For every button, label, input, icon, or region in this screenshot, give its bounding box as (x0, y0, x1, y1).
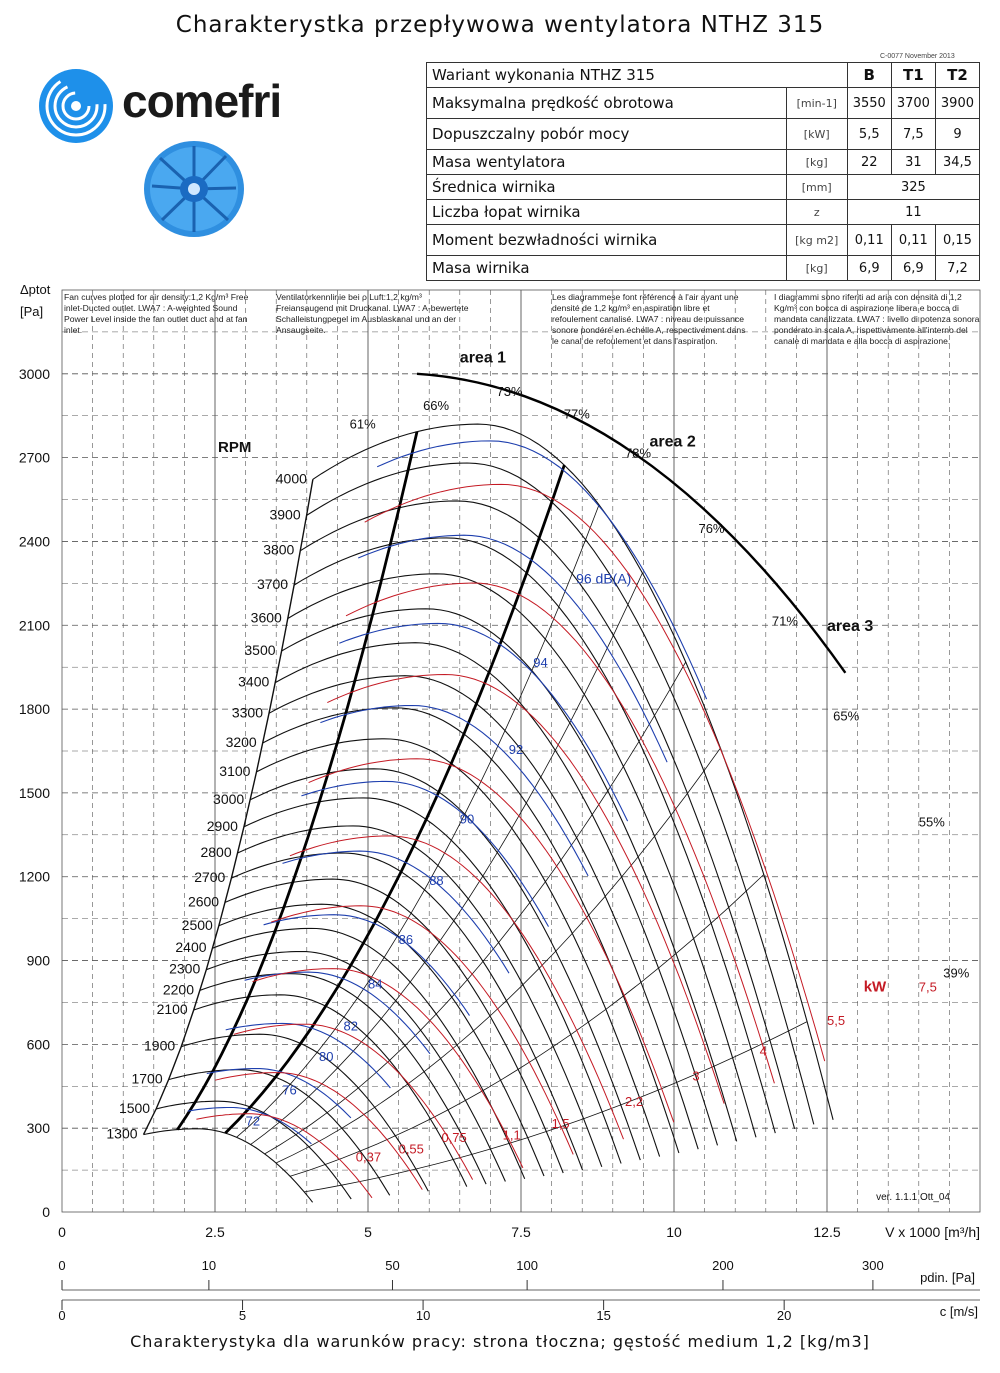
rpm-curve-3000 (250, 769, 640, 1160)
x-tick-label: 5 (364, 1224, 372, 1240)
sound-curve-6 (301, 781, 548, 926)
rpm-label-2100: 2100 (156, 1001, 188, 1018)
rpm-label-2300: 2300 (169, 960, 201, 977)
spec-col-b: B (847, 63, 891, 88)
power-label: 7,5 (918, 979, 937, 995)
efficiency-line-4 (290, 875, 764, 1177)
x-tick-label: 12.5 (813, 1224, 841, 1240)
efficiency-label: 65% (833, 708, 860, 724)
left-boundary-line (144, 479, 313, 1134)
spec-cell: 0,15 (935, 225, 979, 256)
spec-row-unit: [kg m2] (786, 225, 847, 256)
rpm-curve-3400 (275, 643, 717, 1146)
rpm-label-4000: 4000 (275, 470, 307, 487)
dyn-pressure-tick-label: 50 (385, 1258, 400, 1273)
y-tick-label: 1500 (18, 784, 50, 801)
rpm-curve-3600 (288, 574, 756, 1138)
sound-label: 84 (368, 976, 383, 992)
y-axis-label: Δptot (20, 282, 51, 297)
efficiency-label: 73% (496, 384, 523, 400)
power-curve-4 (271, 906, 573, 1155)
dyn-pressure-tick-label: 300 (862, 1258, 884, 1273)
sound-curve-10 (377, 441, 706, 699)
area-label-3: area 3 (827, 617, 874, 635)
sound-label: 90 (459, 811, 475, 827)
x-axis-label: V x 1000 [m³/h] (885, 1224, 980, 1240)
note-italian: I diagrammi sono riferiti ad aria con densità di 1,2 Kg/m³ con bocca di aspirazione libera e bocca di mandata canalizzata. LWA7 : livello di potenza sonora ponderato in scala A, rispettivamente all'interno del canale di mandata e alla bocca di aspirazione. (774, 292, 980, 346)
sound-curve-9 (358, 535, 667, 762)
spec-header-label: Wariant wykonania NTHZ 315 (427, 63, 848, 88)
power-label: 2,2 (625, 1093, 644, 1109)
rpm-curve-2400 (213, 928, 525, 1178)
spec-cell: 6,9 (847, 256, 891, 281)
power-curve-8 (343, 583, 774, 1083)
power-label: 0,75 (441, 1130, 467, 1146)
spec-row-fan-mass (427, 150, 980, 175)
velocity-tick-label: 0 (58, 1308, 66, 1323)
footer-note: Charakterystyka dla warunków pracy: strona tłoczna; gęstość medium 1,2 [kg/m3] (130, 1332, 870, 1351)
rpm-label-2200: 2200 (162, 981, 195, 998)
rpm-curve-2100 (194, 995, 467, 1187)
spec-row-max-speed (427, 88, 980, 119)
document-reference: C-0077 November 2013 (880, 53, 955, 60)
rpm-curve-2900 (244, 798, 621, 1164)
rpm-label-2400: 2400 (175, 939, 207, 956)
spec-cell: 0,11 (891, 225, 935, 256)
rpm-curve-2600 (225, 879, 563, 1173)
rpm-title: RPM (218, 439, 252, 456)
spec-col-t1: T1 (891, 63, 935, 88)
rpm-label-3400: 3400 (238, 673, 270, 690)
spec-row-unit: [mm] (786, 175, 847, 200)
y-tick-label: 2700 (18, 449, 50, 466)
rpm-label-2700: 2700 (194, 869, 226, 886)
efficiency-label: 78% (625, 445, 652, 461)
spec-row-label: Moment bezwładności wirnika (427, 225, 787, 256)
power-curve-9 (365, 484, 825, 1061)
outer-limit-arc (417, 374, 845, 673)
y-tick-label: 0 (42, 1204, 50, 1220)
efficiency-line-0 (237, 505, 600, 1138)
velocity-tick-label: 10 (415, 1308, 431, 1323)
rpm-label-3000: 3000 (213, 790, 245, 807)
y-tick-label: 600 (26, 1036, 50, 1053)
efficiency-label: 71% (771, 613, 798, 629)
y-tick-label: 900 (26, 952, 50, 969)
sound-curve-0 (188, 1108, 312, 1144)
sound-label: 96 dB(A) (576, 570, 632, 587)
velocity-tick-label: 5 (238, 1308, 247, 1323)
x-tick-label: 2.5 (205, 1224, 225, 1240)
spec-row-label: Masa wirnika (427, 256, 787, 281)
rpm-label-2600: 2600 (187, 893, 220, 910)
comefri-logo-icon (38, 66, 118, 146)
x-tick-label: 10 (666, 1224, 682, 1240)
sound-curve-5 (283, 851, 510, 973)
spec-row-label: Liczba łopat wirnika (427, 200, 787, 225)
power-label: 1,1 (502, 1127, 521, 1143)
spec-row-unit: [min-1] (786, 88, 847, 119)
x-tick-label: 7.5 (511, 1224, 531, 1240)
spec-row-blades (427, 200, 980, 225)
x-tick-label: 0 (58, 1224, 66, 1240)
spec-cell: 7,2 (935, 256, 979, 281)
velocity-tick-label: 15 (596, 1308, 611, 1323)
spec-header-row (427, 63, 980, 88)
sound-label: 82 (343, 1018, 358, 1034)
note-german: Ventilatorkennlinie bei ρ Luft:1,2 kg/m³ Freiansaugend mit Druckanal. LWA7 : A-bewertete Schalleistungpegel im Ausblaskanal und an der Ansaugseite. (276, 292, 469, 335)
rpm-curve-3100 (257, 739, 660, 1157)
y-tick-label: 300 (26, 1120, 50, 1137)
dyn-pressure-tick-label: 100 (516, 1258, 538, 1273)
power-curve-6 (309, 759, 674, 1123)
power-label: 0,37 (355, 1149, 382, 1165)
fan-spec-table (426, 62, 980, 281)
spec-cell: 6,9 (891, 256, 935, 281)
efficiency-label: 39% (943, 965, 970, 981)
spec-row-label: Dopuszczalny pobór mocy (427, 119, 787, 150)
spec-row-label: Średnica wirnika (427, 175, 787, 200)
y-tick-label: 3000 (18, 365, 50, 382)
efficiency-label: 66% (423, 398, 450, 414)
rpm-curve-3300 (269, 676, 698, 1149)
dyn-pressure-label: pdin. [Pa] (920, 1270, 975, 1285)
sound-label: 80 (319, 1049, 334, 1065)
spec-cell: 31 (891, 150, 935, 175)
rpm-label-1900: 1900 (144, 1037, 176, 1054)
rpm-curve-4000 (313, 424, 833, 1120)
spec-cell: 3550 (847, 88, 891, 119)
plot-frame (62, 290, 980, 1212)
power-curve-5 (290, 836, 624, 1139)
rpm-curve-2500 (219, 904, 544, 1176)
spec-cell: 22 (847, 150, 891, 175)
rpm-label-2900: 2900 (206, 817, 238, 834)
sound-label: 92 (508, 741, 524, 757)
spec-col-t2: T2 (935, 63, 979, 88)
power-label: 4 (759, 1043, 767, 1059)
rpm-curve-1700 (169, 1070, 390, 1196)
power-unit-label: kW (863, 978, 887, 996)
note-french: Les diagrammese font référence à l'air ayant une densité de 1,2 kg/m³ en aspiration libre et refoulement canalisé. LWA7 : niveau de puissance sonore pondéré en échelle A, respectivement dans le canal de refoulement et dans l'aspiration. (552, 292, 746, 346)
y-tick-label: 1800 (18, 701, 50, 718)
dyn-pressure-tick-label: 0 (58, 1258, 66, 1273)
area-boundary-line-1 (177, 432, 417, 1130)
spec-row-power (427, 119, 980, 150)
spec-row-label: Masa wentylatora (427, 150, 787, 175)
sound-label: 86 (398, 931, 414, 947)
efficiency-label: 76% (698, 521, 725, 537)
rpm-curve-2700 (231, 853, 582, 1170)
efficiency-line-3 (276, 748, 720, 1163)
power-label: 5,5 (827, 1012, 846, 1028)
rpm-label-3500: 3500 (244, 641, 276, 658)
power-curve-1 (215, 1073, 422, 1190)
spec-cell-merged: 11 (847, 200, 979, 225)
velocity-tick-label: 20 (776, 1308, 792, 1323)
spec-row-inertia (427, 225, 980, 256)
sound-label: 72 (245, 1113, 261, 1129)
sound-curve-8 (339, 623, 627, 821)
spec-cell: 34,5 (935, 150, 979, 175)
rpm-curve-3200 (263, 708, 679, 1153)
area-label-1: area 1 (459, 349, 507, 367)
sound-curve-3 (245, 972, 430, 1054)
rpm-curve-3500 (282, 609, 737, 1142)
y-tick-label: 2100 (18, 617, 50, 634)
rpm-curve-3700 (294, 538, 775, 1133)
spec-cell: 9 (935, 119, 979, 150)
spec-row-unit: [kW] (786, 119, 847, 150)
sound-label: 76 (282, 1082, 297, 1098)
spec-row-label: Maksymalna prędkość obrotowa (427, 88, 787, 119)
dyn-pressure-tick-label: 10 (201, 1258, 217, 1273)
spec-cell-merged: 325 (847, 175, 979, 200)
rpm-curve-1500 (156, 1101, 351, 1199)
rpm-label-3600: 3600 (250, 609, 282, 626)
power-curve-3 (253, 969, 523, 1168)
area-boundary-line-2 (225, 465, 564, 1133)
y-tick-label: 1200 (18, 868, 50, 885)
rpm-label-3800: 3800 (263, 541, 295, 558)
efficiency-label: 61% (349, 416, 376, 432)
efficiency-line-5 (304, 1022, 807, 1192)
rpm-curve-1300 (144, 1129, 313, 1203)
rpm-label-3700: 3700 (256, 576, 289, 593)
velocity-label: c [m/s] (939, 1304, 978, 1319)
area-label-2: area 2 (649, 433, 696, 451)
spec-row-unit: [kg] (786, 256, 847, 281)
rpm-label-3900: 3900 (269, 506, 301, 523)
power-label: 0,55 (398, 1141, 424, 1157)
note-english: Fan curves plotted for air density:1,2 Kg/m³ Free inlet-Ducted outlet. LWA7 : A-weighted Sound Power Level inside the fan outlet duct and at fan inlet. (64, 292, 249, 335)
fan-wheel-icon (140, 138, 248, 240)
rpm-curve-3800 (300, 501, 794, 1132)
rpm-label-3300: 3300 (231, 704, 264, 721)
rpm-curve-2800 (238, 826, 602, 1167)
rpm-label-3200: 3200 (225, 734, 257, 751)
rpm-curve-2300 (206, 952, 505, 1182)
spec-row-unit: [kg] (786, 150, 847, 175)
efficiency-label: 55% (918, 814, 945, 830)
power-curve-7 (327, 675, 724, 1104)
dyn-pressure-tick-label: 200 (712, 1258, 734, 1273)
sound-curve-2 (226, 1023, 391, 1088)
efficiency-label: 77% (563, 406, 590, 422)
rpm-curve-2200 (200, 974, 486, 1184)
rpm-label-1500: 1500 (118, 1099, 151, 1116)
sound-curve-7 (320, 706, 588, 876)
spec-cell: 0,11 (847, 225, 891, 256)
sound-label: 94 (533, 655, 548, 671)
power-label: 1,5 (551, 1116, 570, 1132)
rpm-label-2800: 2800 (200, 843, 232, 860)
spec-row-unit: z (786, 200, 847, 225)
y-tick-label: 2400 (18, 533, 50, 550)
sound-curve-4 (264, 915, 470, 1016)
spec-cell: 3700 (891, 88, 935, 119)
rpm-label-1700: 1700 (131, 1070, 163, 1087)
spec-row-rotor-mass (427, 256, 980, 281)
rpm-label-3100: 3100 (219, 762, 251, 779)
power-curve-2 (234, 1024, 473, 1179)
logo-wordmark: comefri (122, 75, 282, 127)
y-axis-label-unit: [Pa] (20, 304, 44, 319)
sound-curve-1 (207, 1069, 351, 1118)
spec-cell: 5,5 (847, 119, 891, 150)
rpm-label-2500: 2500 (181, 916, 213, 933)
spec-row-diameter (427, 175, 980, 200)
spec-cell: 7,5 (891, 119, 935, 150)
power-label: 3 (692, 1068, 700, 1084)
rpm-curve-1900 (181, 1034, 428, 1191)
sound-label: 88 (429, 873, 444, 889)
page-title: Charakterystka przepływowa wentylatora NTHZ 315 (175, 12, 825, 38)
efficiency-line-1 (251, 573, 643, 1145)
spec-cell: 3900 (935, 88, 979, 119)
version-label: ver. 1.1.1 Ott_04 (876, 1192, 950, 1203)
rpm-label-1300: 1300 (106, 1125, 138, 1142)
rpm-curve-3900 (307, 463, 814, 1124)
power-curve-0 (196, 1114, 372, 1198)
